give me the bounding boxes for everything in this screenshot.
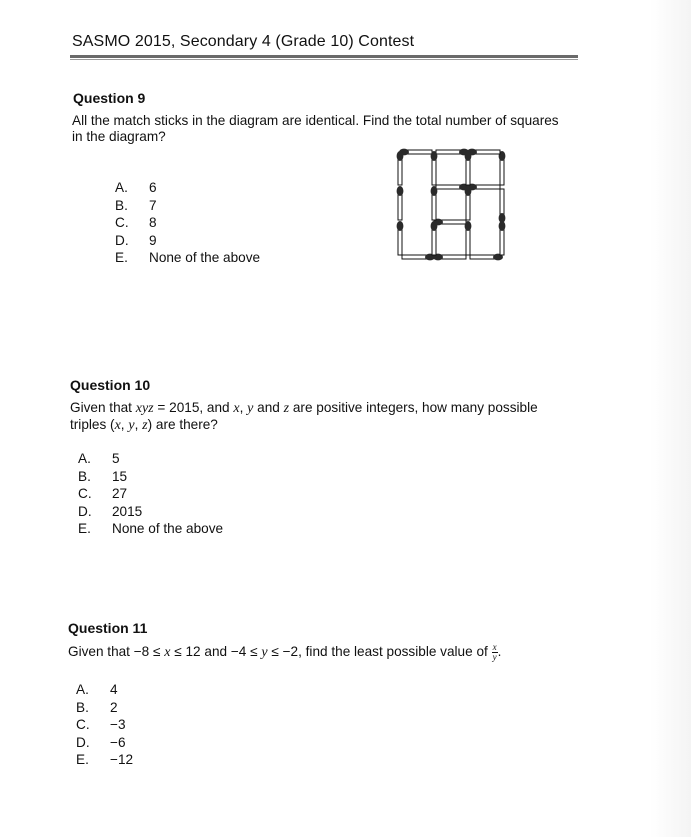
matchstick-head — [465, 151, 472, 161]
option-e — [76, 751, 133, 769]
option-letter: E. — [76, 752, 89, 767]
matchstick-head — [397, 151, 404, 161]
option-text: 9 — [149, 232, 157, 248]
option-b — [115, 197, 260, 215]
option-text: 27 — [112, 486, 128, 501]
question-10-options — [78, 450, 223, 538]
option-text: 7 — [149, 197, 157, 213]
option-a — [76, 681, 133, 699]
option-c — [76, 716, 133, 734]
question-11-options — [76, 681, 133, 769]
matchstick-head — [431, 186, 438, 196]
matchstick-head — [465, 221, 472, 231]
option-letter: C. — [78, 486, 92, 501]
matchstick-head — [465, 186, 472, 196]
option-text: 2 — [110, 699, 118, 715]
option-e — [115, 249, 260, 267]
option-b — [78, 468, 223, 486]
option-text: −12 — [110, 752, 134, 767]
option-a — [78, 450, 223, 468]
option-letter: A. — [78, 451, 91, 466]
question-9-title: Question 9 — [73, 90, 146, 106]
header-rule — [70, 55, 578, 58]
option-text: None of the above — [149, 250, 261, 265]
option-text: −6 — [110, 734, 126, 750]
option-letter: E. — [115, 250, 128, 265]
matchstick-head — [431, 151, 438, 161]
matchstick-diagram — [392, 146, 516, 264]
scan-page-edge — [650, 0, 691, 837]
option-letter: A. — [76, 682, 89, 697]
option-letter: A. — [115, 180, 128, 195]
question-11-title: Question 11 — [68, 620, 148, 636]
matchstick-head — [397, 186, 404, 196]
option-text: None of the above — [112, 521, 224, 536]
matchstick-head — [499, 221, 506, 231]
question-10-line-1: Given that xyz = 2015, and x, y and z are positive integers, how many possible — [70, 400, 538, 416]
page-header: SASMO 2015, Secondary 4 (Grade 10) Contest — [72, 33, 415, 50]
option-c — [78, 485, 223, 503]
option-text: −3 — [110, 717, 126, 732]
question-9-line-1: All the match sticks in the diagram are identical. Find the total number of squares — [72, 113, 559, 128]
option-letter: D. — [76, 734, 90, 750]
option-text: 8 — [149, 215, 157, 230]
option-letter: C. — [76, 717, 90, 732]
option-letter: E. — [78, 521, 91, 536]
option-e — [78, 520, 223, 538]
option-text: 4 — [110, 682, 118, 697]
option-letter: B. — [115, 197, 128, 213]
option-c — [115, 214, 260, 232]
question-9-text — [72, 113, 559, 145]
option-a — [115, 179, 260, 197]
question-11-text: Given that −8 ≤ x ≤ 12 and −4 ≤ y ≤ −2, find the least possible value of $\frac{x}{y}$ . — [68, 642, 502, 662]
fraction-x-over-y: $\frac{x}{y}$ — [492, 642, 497, 662]
option-text: 6 — [149, 180, 157, 195]
question-9-line-2: in the diagram? — [72, 129, 166, 144]
question-10-title: Question 10 — [70, 377, 151, 393]
option-d — [115, 232, 260, 250]
question-9-options — [115, 179, 260, 267]
option-b — [76, 699, 133, 717]
option-d — [76, 734, 133, 752]
option-text: 15 — [112, 468, 128, 484]
header-rule-thin — [70, 59, 578, 60]
option-letter: D. — [115, 232, 129, 248]
matchstick-head — [397, 221, 404, 231]
question-10-text — [70, 400, 538, 434]
matchstick-head — [431, 221, 438, 231]
option-letter: B. — [76, 699, 89, 715]
option-text: 2015 — [112, 503, 143, 519]
option-text: 5 — [112, 451, 120, 466]
question-10-line-2: triples (x, y, z) are there? — [70, 417, 218, 433]
option-letter: B. — [78, 468, 91, 484]
option-letter: D. — [78, 503, 92, 519]
option-d — [78, 503, 223, 521]
option-letter: C. — [115, 215, 129, 230]
